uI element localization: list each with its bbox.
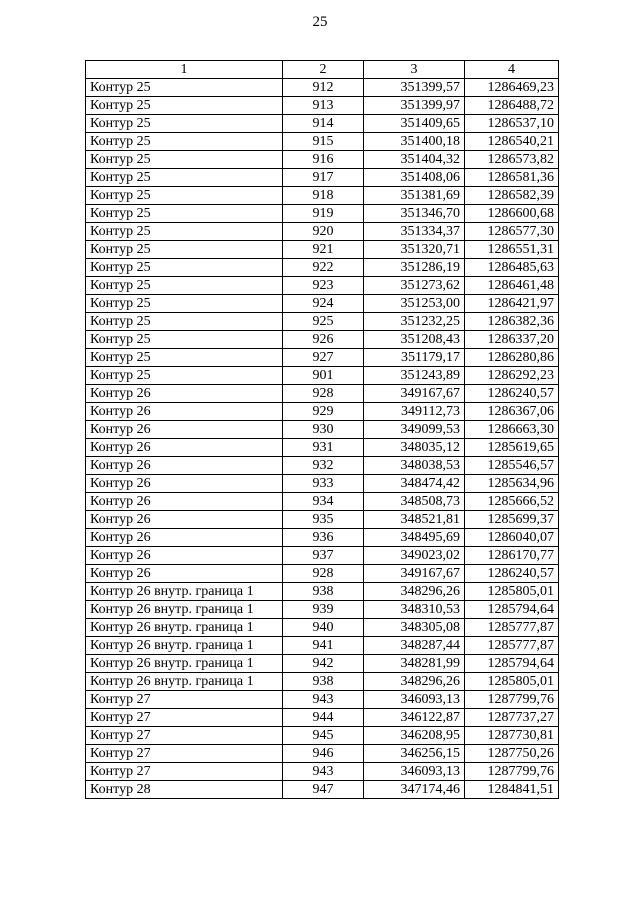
table-row	[86, 295, 559, 313]
y-coordinate-cell: 1286461,48	[465, 277, 559, 295]
point-number-cell: 946	[283, 745, 364, 763]
table-row	[86, 511, 559, 529]
contour-name-cell: Контур 28	[86, 781, 283, 799]
x-coordinate-cell: 351408,06	[364, 169, 465, 187]
y-coordinate-cell: 1286367,06	[465, 403, 559, 421]
table-row	[86, 331, 559, 349]
contour-name-cell: Контур 26	[86, 511, 283, 529]
y-coordinate-cell: 1285805,01	[465, 673, 559, 691]
x-coordinate-cell: 349099,53	[364, 421, 465, 439]
x-coordinate-cell: 349167,67	[364, 385, 465, 403]
contour-name-cell: Контур 27	[86, 727, 283, 745]
table-row	[86, 583, 559, 601]
point-number-cell: 928	[283, 385, 364, 403]
x-coordinate-cell: 348281,99	[364, 655, 465, 673]
point-number-cell: 939	[283, 601, 364, 619]
point-number-cell: 913	[283, 97, 364, 115]
y-coordinate-cell: 1286551,31	[465, 241, 559, 259]
y-coordinate-cell: 1285777,87	[465, 637, 559, 655]
point-number-cell: 901	[283, 367, 364, 385]
x-coordinate-cell: 348474,42	[364, 475, 465, 493]
table-row	[86, 655, 559, 673]
contour-name-cell: Контур 26 внутр. граница 1	[86, 637, 283, 655]
table-row	[86, 403, 559, 421]
contour-name-cell: Контур 26	[86, 565, 283, 583]
point-number-cell: 934	[283, 493, 364, 511]
x-coordinate-cell: 346093,13	[364, 763, 465, 781]
x-coordinate-cell: 348038,53	[364, 457, 465, 475]
x-coordinate-cell: 348521,81	[364, 511, 465, 529]
x-coordinate-cell: 351320,71	[364, 241, 465, 259]
y-coordinate-cell: 1285634,96	[465, 475, 559, 493]
point-number-cell: 938	[283, 583, 364, 601]
table-row	[86, 151, 559, 169]
contour-name-cell: Контур 25	[86, 169, 283, 187]
table-row	[86, 763, 559, 781]
x-coordinate-cell: 348310,53	[364, 601, 465, 619]
contour-name-cell: Контур 25	[86, 205, 283, 223]
y-coordinate-cell: 1286337,20	[465, 331, 559, 349]
table-row	[86, 529, 559, 547]
x-coordinate-cell: 351409,65	[364, 115, 465, 133]
contour-name-cell: Контур 25	[86, 133, 283, 151]
table-row	[86, 547, 559, 565]
y-coordinate-cell: 1285794,64	[465, 601, 559, 619]
table-body	[86, 79, 559, 799]
table-row	[86, 241, 559, 259]
contour-name-cell: Контур 26	[86, 403, 283, 421]
x-coordinate-cell: 351381,69	[364, 187, 465, 205]
table-row	[86, 781, 559, 799]
table-row	[86, 601, 559, 619]
point-number-cell: 919	[283, 205, 364, 223]
contour-name-cell: Контур 25	[86, 97, 283, 115]
table-row	[86, 475, 559, 493]
x-coordinate-cell: 348305,08	[364, 619, 465, 637]
point-number-cell: 928	[283, 565, 364, 583]
point-number-cell: 923	[283, 277, 364, 295]
table-row	[86, 367, 559, 385]
table-row	[86, 745, 559, 763]
contour-name-cell: Контур 26	[86, 475, 283, 493]
contour-name-cell: Контур 26 внутр. граница 1	[86, 601, 283, 619]
x-coordinate-cell: 351400,18	[364, 133, 465, 151]
table-row	[86, 97, 559, 115]
table-row	[86, 439, 559, 457]
x-coordinate-cell: 346208,95	[364, 727, 465, 745]
y-coordinate-cell: 1286663,30	[465, 421, 559, 439]
table-row	[86, 727, 559, 745]
contour-name-cell: Контур 26 внутр. граница 1	[86, 655, 283, 673]
contour-name-cell: Контур 26	[86, 493, 283, 511]
table-row	[86, 79, 559, 97]
table-row	[86, 691, 559, 709]
x-coordinate-cell: 351399,57	[364, 79, 465, 97]
y-coordinate-cell: 1286382,36	[465, 313, 559, 331]
contour-name-cell: Контур 26	[86, 457, 283, 475]
point-number-cell: 920	[283, 223, 364, 241]
table-row	[86, 205, 559, 223]
table-row	[86, 349, 559, 367]
contour-name-cell: Контур 26 внутр. граница 1	[86, 673, 283, 691]
point-number-cell: 929	[283, 403, 364, 421]
x-coordinate-cell: 348296,26	[364, 673, 465, 691]
y-coordinate-cell: 1286040,07	[465, 529, 559, 547]
point-number-cell: 945	[283, 727, 364, 745]
y-coordinate-cell: 1285777,87	[465, 619, 559, 637]
point-number-cell: 925	[283, 313, 364, 331]
x-coordinate-cell: 351404,32	[364, 151, 465, 169]
y-coordinate-cell: 1286540,21	[465, 133, 559, 151]
x-coordinate-cell: 348035,12	[364, 439, 465, 457]
point-number-cell: 924	[283, 295, 364, 313]
y-coordinate-cell: 1284841,51	[465, 781, 559, 799]
contour-name-cell: Контур 25	[86, 295, 283, 313]
table-header-row	[86, 61, 559, 79]
x-coordinate-cell: 351399,97	[364, 97, 465, 115]
contour-name-cell: Контур 27	[86, 691, 283, 709]
contour-name-cell: Контур 26 внутр. граница 1	[86, 619, 283, 637]
point-number-cell: 932	[283, 457, 364, 475]
table-row	[86, 457, 559, 475]
table-row	[86, 187, 559, 205]
x-coordinate-cell: 349112,73	[364, 403, 465, 421]
x-coordinate-cell: 351253,00	[364, 295, 465, 313]
column-header-2: 2	[283, 61, 364, 79]
contour-name-cell: Контур 25	[86, 367, 283, 385]
point-number-cell: 944	[283, 709, 364, 727]
column-header-3: 3	[364, 61, 465, 79]
y-coordinate-cell: 1287750,26	[465, 745, 559, 763]
x-coordinate-cell: 351208,43	[364, 331, 465, 349]
table-row	[86, 709, 559, 727]
table-row	[86, 115, 559, 133]
table-row	[86, 259, 559, 277]
y-coordinate-cell: 1286485,63	[465, 259, 559, 277]
x-coordinate-cell: 347174,46	[364, 781, 465, 799]
y-coordinate-cell: 1287730,81	[465, 727, 559, 745]
point-number-cell: 935	[283, 511, 364, 529]
point-number-cell: 930	[283, 421, 364, 439]
point-number-cell: 926	[283, 331, 364, 349]
table-row	[86, 565, 559, 583]
page-number: 25	[312, 14, 328, 30]
contour-name-cell: Контур 25	[86, 349, 283, 367]
table-row	[86, 421, 559, 439]
point-number-cell: 942	[283, 655, 364, 673]
y-coordinate-cell: 1286537,10	[465, 115, 559, 133]
x-coordinate-cell: 346256,15	[364, 745, 465, 763]
x-coordinate-cell: 351179,17	[364, 349, 465, 367]
point-number-cell: 941	[283, 637, 364, 655]
y-coordinate-cell: 1287799,76	[465, 691, 559, 709]
table-row	[86, 277, 559, 295]
contour-name-cell: Контур 25	[86, 223, 283, 241]
x-coordinate-cell: 348287,44	[364, 637, 465, 655]
y-coordinate-cell: 1286577,30	[465, 223, 559, 241]
point-number-cell: 918	[283, 187, 364, 205]
y-coordinate-cell: 1286600,68	[465, 205, 559, 223]
point-number-cell: 914	[283, 115, 364, 133]
contour-name-cell: Контур 26	[86, 529, 283, 547]
table-row	[86, 673, 559, 691]
point-number-cell: 921	[283, 241, 364, 259]
y-coordinate-cell: 1286240,57	[465, 385, 559, 403]
contour-name-cell: Контур 26	[86, 385, 283, 403]
contour-name-cell: Контур 25	[86, 277, 283, 295]
point-number-cell: 933	[283, 475, 364, 493]
point-number-cell: 940	[283, 619, 364, 637]
point-number-cell: 937	[283, 547, 364, 565]
contour-name-cell: Контур 27	[86, 763, 283, 781]
table-row	[86, 493, 559, 511]
x-coordinate-cell: 351346,70	[364, 205, 465, 223]
y-coordinate-cell: 1287737,27	[465, 709, 559, 727]
y-coordinate-cell: 1286170,77	[465, 547, 559, 565]
contour-name-cell: Контур 25	[86, 313, 283, 331]
point-number-cell: 938	[283, 673, 364, 691]
table-row	[86, 385, 559, 403]
y-coordinate-cell: 1286421,97	[465, 295, 559, 313]
x-coordinate-cell: 346093,13	[364, 691, 465, 709]
x-coordinate-cell: 348495,69	[364, 529, 465, 547]
contour-name-cell: Контур 25	[86, 187, 283, 205]
contour-name-cell: Контур 25	[86, 241, 283, 259]
contour-name-cell: Контур 26 внутр. граница 1	[86, 583, 283, 601]
y-coordinate-cell: 1286488,72	[465, 97, 559, 115]
x-coordinate-cell: 348296,26	[364, 583, 465, 601]
y-coordinate-cell: 1286280,86	[465, 349, 559, 367]
x-coordinate-cell: 348508,73	[364, 493, 465, 511]
contour-name-cell: Контур 25	[86, 151, 283, 169]
y-coordinate-cell: 1286581,36	[465, 169, 559, 187]
column-header-4: 4	[465, 61, 559, 79]
point-number-cell: 916	[283, 151, 364, 169]
point-number-cell: 936	[283, 529, 364, 547]
x-coordinate-cell: 349023,02	[364, 547, 465, 565]
y-coordinate-cell: 1286240,57	[465, 565, 559, 583]
x-coordinate-cell: 351286,19	[364, 259, 465, 277]
x-coordinate-cell: 351232,25	[364, 313, 465, 331]
y-coordinate-cell: 1285805,01	[465, 583, 559, 601]
y-coordinate-cell: 1286582,39	[465, 187, 559, 205]
contour-name-cell: Контур 25	[86, 115, 283, 133]
point-number-cell: 947	[283, 781, 364, 799]
table-row	[86, 133, 559, 151]
x-coordinate-cell: 346122,87	[364, 709, 465, 727]
y-coordinate-cell: 1285699,37	[465, 511, 559, 529]
point-number-cell: 922	[283, 259, 364, 277]
table-row	[86, 637, 559, 655]
contour-name-cell: Контур 26	[86, 421, 283, 439]
x-coordinate-cell: 351334,37	[364, 223, 465, 241]
x-coordinate-cell: 349167,67	[364, 565, 465, 583]
contour-name-cell: Контур 27	[86, 709, 283, 727]
point-number-cell: 917	[283, 169, 364, 187]
point-number-cell: 915	[283, 133, 364, 151]
coordinates-table	[85, 60, 559, 799]
contour-name-cell: Контур 26	[86, 547, 283, 565]
point-number-cell: 931	[283, 439, 364, 457]
x-coordinate-cell: 351273,62	[364, 277, 465, 295]
y-coordinate-cell: 1286573,82	[465, 151, 559, 169]
y-coordinate-cell: 1285794,64	[465, 655, 559, 673]
x-coordinate-cell: 351243,89	[364, 367, 465, 385]
table-row	[86, 313, 559, 331]
point-number-cell: 943	[283, 691, 364, 709]
point-number-cell: 912	[283, 79, 364, 97]
table-row	[86, 169, 559, 187]
contour-name-cell: Контур 25	[86, 79, 283, 97]
contour-name-cell: Контур 25	[86, 259, 283, 277]
y-coordinate-cell: 1286292,23	[465, 367, 559, 385]
y-coordinate-cell: 1286469,23	[465, 79, 559, 97]
y-coordinate-cell: 1285619,65	[465, 439, 559, 457]
contour-name-cell: Контур 25	[86, 331, 283, 349]
point-number-cell: 927	[283, 349, 364, 367]
contour-name-cell: Контур 27	[86, 745, 283, 763]
table-row	[86, 223, 559, 241]
table-row	[86, 619, 559, 637]
point-number-cell: 943	[283, 763, 364, 781]
y-coordinate-cell: 1287799,76	[465, 763, 559, 781]
column-header-1: 1	[86, 61, 283, 79]
contour-name-cell: Контур 26	[86, 439, 283, 457]
y-coordinate-cell: 1285546,57	[465, 457, 559, 475]
y-coordinate-cell: 1285666,52	[465, 493, 559, 511]
